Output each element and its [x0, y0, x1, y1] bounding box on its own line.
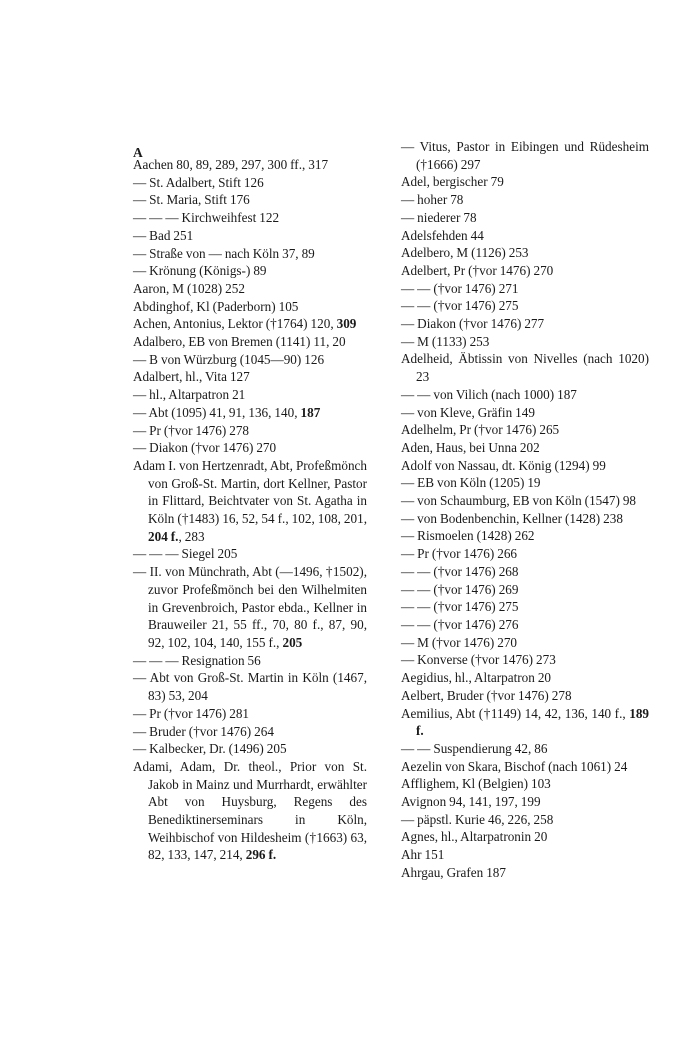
entry-text: — — — Resignation 56: [133, 652, 261, 668]
index-entry: [133, 227, 367, 245]
index-entry: [401, 350, 649, 385]
index-entry: [401, 244, 649, 262]
entry-text: — Diakon (†vor 1476) 277: [401, 316, 545, 332]
entry-text: Aegidius, hl., Altarpatron 20: [401, 670, 552, 686]
index-entry: [401, 563, 649, 581]
index-entry: [133, 386, 367, 404]
right-entries-list: [401, 138, 649, 882]
index-entry: [401, 138, 649, 173]
index-entry: [401, 616, 649, 634]
index-entry: [401, 581, 649, 599]
index-entry: [133, 422, 367, 440]
index-entry: [401, 421, 649, 439]
index-entry: [401, 811, 649, 829]
entry-main-page-ref: 204 f.: [148, 528, 179, 544]
index-entry: [133, 280, 367, 298]
entry-text: — von Schaumburg, EB von Köln (1547) 98: [401, 493, 637, 509]
index-entry: [401, 227, 649, 245]
entry-text: Adelheid, Äbtissin von Nivelles (nach 1020) 23: [401, 351, 649, 385]
index-entry: [401, 651, 649, 669]
index-entry: [401, 404, 649, 422]
index-entry: [133, 368, 367, 386]
entry-text: — — — Siegel 205: [133, 546, 238, 562]
index-entry: [401, 775, 649, 793]
entry-text: Afflighem, Kl (Belgien) 103: [401, 776, 551, 792]
index-entry: [401, 634, 649, 652]
entry-text: — niederer 78: [401, 209, 477, 225]
index-entry: [401, 545, 649, 563]
index-entry: [133, 457, 367, 546]
entry-text: — Bad 251: [133, 227, 194, 243]
index-entry: [133, 191, 367, 209]
entry-text: Avignon 94, 141, 197, 199: [401, 794, 541, 810]
index-entry: [401, 262, 649, 280]
index-entry: [401, 457, 649, 475]
entry-text: — — (†vor 1476) 268: [401, 563, 519, 579]
section-letter-heading: A: [133, 145, 143, 160]
entry-text: — — (†vor 1476) 271: [401, 280, 519, 296]
entry-text: — Pr (†vor 1476) 278: [133, 422, 250, 438]
index-entry: [133, 298, 367, 316]
index-entry: [401, 793, 649, 811]
index-entry: [133, 652, 367, 670]
entry-text: — Diakon (†vor 1476) 270: [133, 440, 277, 456]
entry-text: — Kalbecker, Dr. (1496) 205: [133, 741, 287, 757]
index-entry: [133, 705, 367, 723]
entry-text: — — (†vor 1476) 275: [401, 298, 519, 314]
entry-text: — — von Vilich (nach 1000) 187: [401, 386, 577, 402]
index-entry: [133, 563, 367, 652]
index-entry: [401, 669, 649, 687]
entry-text: Adami, Adam, Dr. theol., Prior von St. Jakob in Mainz und Murrhardt, erwählter Abt von Huysburg, Regens des Benediktinerseminars in Köln, Weihbischof von Hildesheim (†1663) 63, 82, 133, 147, 214,: [133, 758, 367, 863]
index-entry: [401, 758, 649, 776]
entry-text: — — (†vor 1476) 275: [401, 599, 519, 615]
index-entry: [133, 723, 367, 741]
index-entry: [133, 174, 367, 192]
entry-text: Agnes, hl., Altarpatronin 20: [401, 829, 548, 845]
index-entry: [401, 297, 649, 315]
entry-text: — Rismoelen (1428) 262: [401, 528, 535, 544]
index-entry: [401, 333, 649, 351]
entry-text: — Vitus, Pastor in Eibingen und Rüdesheim (†1666) 297: [401, 139, 649, 172]
entry-text: Adel, bergischer 79: [401, 174, 504, 190]
entry-text: — Abt von Groß-St. Martin in Köln (1467, 83) 53, 204: [133, 670, 367, 704]
index-entry: [133, 740, 367, 758]
index-entry: [133, 758, 367, 864]
entry-text: Aden, Haus, bei Unna 202: [401, 439, 540, 455]
entry-text: Adam I. von Hertzenradt, Abt, Profeßmönch von Groß-St. Martin, dort Kellner, Pastor in Flittard, Beichtvater von St. Agatha in Köln (†1483) 16, 52, 54 f., 102, 108, 201,: [133, 457, 367, 527]
index-entry: [133, 351, 367, 369]
index-entry: [401, 191, 649, 209]
index-entry: [401, 598, 649, 616]
index-entry: [133, 262, 367, 280]
entry-text: Adolf von Nassau, dt. König (1294) 99: [401, 457, 606, 473]
entry-text: — Pr (†vor 1476) 281: [133, 705, 250, 721]
index-entry: [401, 209, 649, 227]
entry-main-page-ref: 187: [300, 404, 321, 420]
index-entry: [401, 864, 649, 882]
index-entry: [133, 333, 367, 351]
entry-text: Aezelin von Skara, Bischof (nach 1061) 24: [401, 758, 628, 774]
entry-text: — hl., Altarpatron 21: [133, 387, 246, 403]
entry-text: Ahrgau, Grafen 187: [401, 864, 506, 880]
entry-text: Adalbert, hl., Vita 127: [133, 369, 250, 385]
index-entry: [401, 846, 649, 864]
entry-text: — Abt (1095) 41, 91, 136, 140,: [133, 404, 301, 420]
index-entry: [133, 209, 367, 227]
entry-text: — Straße von — nach Köln 37, 89: [133, 245, 315, 261]
index-entry: [401, 474, 649, 492]
entry-main-page-ref: 309: [336, 316, 357, 332]
index-entry: [401, 173, 649, 191]
index-entry: [133, 439, 367, 457]
index-entry: [133, 245, 367, 263]
entry-text: — M (†vor 1476) 270: [401, 634, 518, 650]
index-entry: [401, 687, 649, 705]
entry-text: — von Kleve, Gräfin 149: [401, 404, 535, 420]
index-entry: [401, 492, 649, 510]
index-entry: [401, 386, 649, 404]
index-entry: [401, 510, 649, 528]
index-entry: [133, 545, 367, 563]
index-entry: [133, 156, 367, 174]
entry-text: Ahr 151: [401, 847, 445, 863]
entry-main-page-ref: 189 f.: [416, 705, 649, 739]
entry-text: Achen, Antonius, Lektor (†1764) 120,: [133, 316, 337, 332]
index-entry: [401, 439, 649, 457]
entry-text-continued: , 283: [178, 528, 205, 544]
entry-text: Aaron, M (1028) 252: [133, 280, 245, 296]
entry-text: — — — Kirchweihfest 122: [133, 210, 280, 226]
index-entry: [133, 404, 367, 422]
entry-text: — — (†vor 1476) 269: [401, 581, 519, 597]
index-entry: [401, 280, 649, 298]
entry-text: — EB von Köln (1205) 19: [401, 475, 541, 491]
entry-text: — hoher 78: [401, 192, 464, 208]
entry-text: Adelsfehden 44: [401, 227, 484, 243]
entry-text: Aelbert, Bruder (†vor 1476) 278: [401, 687, 572, 703]
entry-text: — päpstl. Kurie 46, 226, 258: [401, 811, 554, 827]
index-entry: [401, 315, 649, 333]
entry-text: — B von Würzburg (1045—90) 126: [133, 351, 325, 367]
entry-text: — — Suspendierung 42, 86: [401, 740, 548, 756]
entry-text: — St. Adalbert, Stift 126: [133, 174, 264, 190]
entry-text: — M (1133) 253: [401, 333, 490, 349]
entry-text: Aemilius, Abt (†1149) 14, 42, 136, 140 f.,: [401, 705, 630, 721]
entry-text: Adalbero, EB von Bremen (1141) 11, 20: [133, 334, 346, 350]
entry-text: — Krönung (Königs-) 89: [133, 263, 267, 279]
index-entry: [133, 669, 367, 704]
index-entry: [401, 740, 649, 758]
entry-text: Aachen 80, 89, 289, 297, 300 ff., 317: [133, 157, 329, 172]
entry-text: Abdinghof, Kl (Paderborn) 105: [133, 298, 299, 314]
entry-text: Adelbert, Pr (†vor 1476) 270: [401, 262, 554, 278]
index-entry: [401, 705, 649, 740]
entry-text: Adelbero, M (1126) 253: [401, 245, 529, 261]
entry-text: Adelhelm, Pr (†vor 1476) 265: [401, 422, 560, 438]
entry-text: — Pr (†vor 1476) 266: [401, 546, 518, 562]
entry-text: — Bruder (†vor 1476) 264: [133, 723, 274, 739]
entry-text: — — (†vor 1476) 276: [401, 616, 519, 632]
entry-text: — Konverse (†vor 1476) 273: [401, 652, 556, 668]
entry-text: — von Bodenbenchin, Kellner (1428) 238: [401, 510, 623, 526]
left-entries-list: [133, 156, 367, 864]
entry-text: — II. von Münchrath, Abt (—1496, †1502), zuvor Profeßmönch bei den Wilhelmiten in Grevenbroich, Pastor ebda., Kellner in Brauweiler 21, 55 ff., 70, 80 f., 87, 90, 92, 102, 104, 140, 155 f.,: [133, 564, 367, 650]
index-entry: [401, 527, 649, 545]
entry-main-page-ref: 296 f.: [245, 847, 277, 863]
entry-text: — St. Maria, Stift 176: [133, 192, 250, 208]
entry-main-page-ref: 205: [282, 634, 303, 650]
index-entry: [133, 315, 367, 333]
index-entry: [401, 828, 649, 846]
